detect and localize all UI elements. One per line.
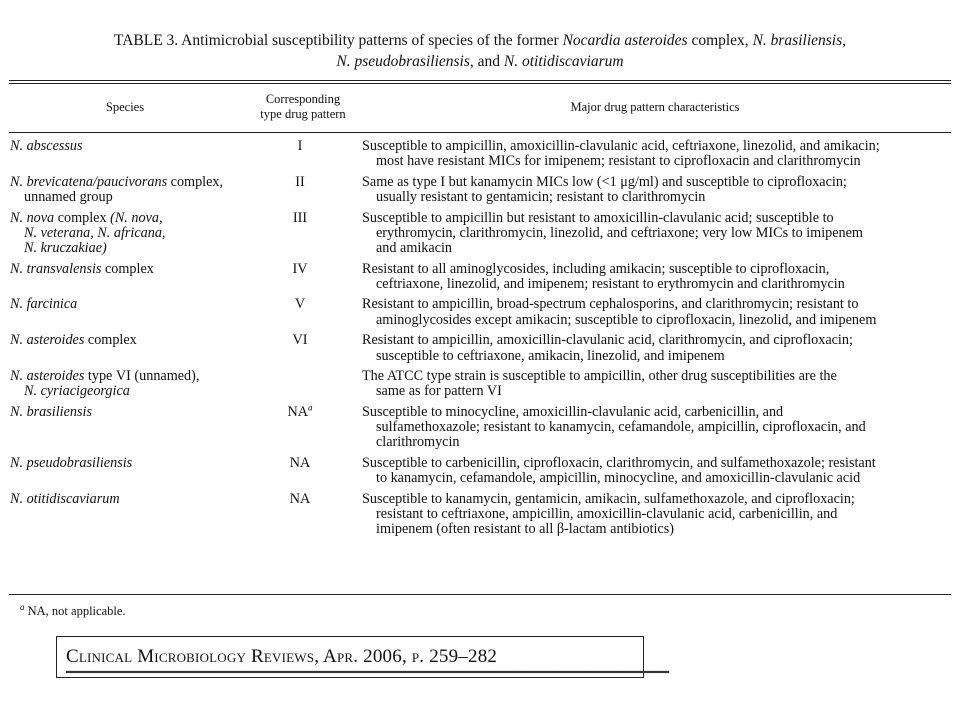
pattern-value: VI bbox=[292, 332, 308, 349]
species-name: N. brevicatena/paucivorans complex, bbox=[10, 173, 224, 190]
species-cell bbox=[10, 456, 270, 471]
header-rule bbox=[9, 132, 951, 133]
characteristics-line: to kanamycin, cefamandole, ampicillin, minocycline, and amoxicillin-clavulanic acid bbox=[376, 470, 861, 487]
species-cell bbox=[10, 211, 270, 257]
species-cell bbox=[10, 369, 270, 400]
header-major: Major drug pattern characteristics bbox=[570, 100, 740, 114]
pattern-cell bbox=[270, 211, 330, 226]
table-row bbox=[0, 297, 960, 333]
characteristics-cell bbox=[362, 297, 952, 328]
title-text: TABLE 3. Antimicrobial susceptibility patterns of species of the former bbox=[113, 32, 563, 49]
table-row bbox=[0, 369, 960, 405]
footnote-marker: a bbox=[20, 601, 25, 612]
title-genus: Nocardia asteroides bbox=[562, 32, 688, 49]
species-cell bbox=[10, 262, 270, 277]
pattern-value: V bbox=[294, 296, 306, 313]
characteristics-line: imipenem (often resistant to all β-lactam antibiotics) bbox=[376, 521, 674, 538]
characteristics-line: erythromycin, clarithromycin, linezolid, and ceftriaxone; very low MICs to imipenem bbox=[376, 224, 863, 241]
table-row bbox=[0, 402, 960, 456]
species-name: N. transvalensis complex bbox=[10, 260, 154, 277]
species-cell bbox=[10, 297, 270, 312]
table-row bbox=[0, 211, 960, 262]
header-species: Species bbox=[105, 100, 145, 114]
species-name: N. asteroides type VI (unnamed), bbox=[10, 368, 200, 385]
citation bbox=[66, 646, 497, 668]
citation-journal: Clinical Microbiology Reviews bbox=[66, 646, 315, 667]
top-rule-second bbox=[9, 83, 951, 84]
species-cell bbox=[10, 175, 270, 206]
pattern-cell bbox=[270, 333, 330, 348]
pattern-footnote-marker: a bbox=[308, 402, 313, 413]
characteristics-cell bbox=[362, 175, 952, 206]
species-name: N. asteroides complex bbox=[10, 332, 137, 349]
pattern-value: NA bbox=[287, 403, 308, 420]
species-name: N. otitidiscaviarum bbox=[10, 490, 120, 507]
table-title bbox=[10, 30, 950, 72]
footnote-text: NA, not applicable. bbox=[24, 604, 126, 618]
characteristics-line: resistant to ceftriaxone, ampicillin, amoxicillin-clavulanic acid, carbenicillin, and bbox=[376, 506, 838, 523]
characteristics-cell bbox=[362, 262, 952, 293]
top-rule bbox=[9, 80, 951, 81]
species-cell bbox=[10, 405, 270, 420]
table-title-line-1 bbox=[10, 30, 950, 51]
bottom-rule bbox=[9, 594, 951, 595]
characteristics-line: aminoglycosides except amikacin; susceptible to ciprofloxacin, linezolid, and imipenem bbox=[376, 311, 877, 328]
table-row bbox=[0, 262, 960, 298]
characteristics-cell bbox=[362, 369, 952, 400]
characteristics-line: susceptible to ceftriaxone, amikacin, linezolid, and imipenem bbox=[376, 347, 725, 364]
species-name: N. nova complex (N. nova, bbox=[10, 209, 163, 226]
characteristics-line: and amikacin bbox=[376, 240, 453, 257]
title-text-3: , and bbox=[469, 53, 504, 70]
pattern-value: I bbox=[297, 138, 303, 154]
pattern-value: III bbox=[292, 209, 308, 226]
characteristics-line: usually resistant to gentamicin; resistant to clarithromycin bbox=[376, 189, 706, 206]
species-name: N. farcinica bbox=[10, 296, 78, 313]
characteristics-cell bbox=[362, 405, 952, 451]
pattern-value: IV bbox=[292, 260, 308, 277]
cropped-text-line: ▔▔▔▔▔▔▔▔▔▔▔▔▔▔▔▔▔▔▔▔▔▔▔▔▔▔▔▔▔▔▔▔▔▔▔▔▔▔▔▔▔▔▔▔▔▔▔▔▔▔▔▔▔▔▔▔ bbox=[66, 673, 669, 688]
species-cell bbox=[10, 333, 270, 348]
characteristics-cell bbox=[362, 456, 952, 487]
table-row bbox=[0, 456, 960, 492]
pattern-cell bbox=[270, 402, 330, 420]
pattern-cell bbox=[270, 492, 330, 507]
table-row bbox=[0, 175, 960, 211]
pattern-value: II bbox=[295, 173, 305, 190]
table-title-line-2 bbox=[10, 51, 950, 72]
characteristics-cell bbox=[362, 492, 952, 538]
header-pattern-line-2: type drug pattern bbox=[260, 107, 346, 121]
table-row bbox=[0, 139, 960, 175]
citation-box bbox=[56, 636, 669, 688]
table-body bbox=[0, 139, 960, 543]
species-name: N. kruczakiae) bbox=[24, 240, 107, 257]
species-name: N. abscessus bbox=[10, 138, 83, 154]
pattern-cell bbox=[270, 175, 330, 190]
characteristics-line: Same as type I but kanamycin MICs low (<1 μg/ml) and susceptible to ciprofloxacin; bbox=[362, 173, 847, 190]
table-row bbox=[0, 492, 960, 543]
citation-details: , Apr. 2006, p. 259–282 bbox=[314, 646, 498, 667]
characteristics-cell bbox=[362, 211, 952, 257]
characteristics-line: Susceptible to kanamycin, gentamicin, amikacin, sulfamethoxazole, and ciprofloxacin; bbox=[362, 490, 855, 507]
characteristics-line: most have resistant MICs for imipenem; resistant to ciprofloxacin and clarithromycin bbox=[376, 153, 861, 170]
characteristics-line: ceftriaxone, linezolid, and imipenem; resistant to erythromycin and clarithromycin bbox=[376, 275, 845, 292]
header-pattern-line-1: Corresponding bbox=[265, 92, 341, 106]
characteristics-line: Susceptible to carbenicillin, ciprofloxacin, clarithromycin, and sulfamethoxazole; resistant bbox=[362, 454, 876, 471]
characteristics-line: Susceptible to ampicillin but resistant to amoxicillin-clavulanic acid; susceptible to bbox=[362, 209, 834, 226]
characteristics-cell bbox=[362, 139, 952, 170]
table-row bbox=[0, 333, 960, 369]
species-name: unnamed group bbox=[24, 189, 113, 206]
pattern-cell bbox=[270, 456, 330, 471]
title-text-2: complex, bbox=[687, 32, 753, 49]
characteristics-line: The ATCC type strain is susceptible to ampicillin, other drug susceptibilities are the bbox=[362, 368, 837, 385]
title-species-2: N. pseudobrasiliensis bbox=[336, 53, 470, 70]
pattern-value: NA bbox=[289, 454, 311, 471]
characteristics-line: Resistant to ampicillin, broad-spectrum cephalosporins, and clarithromycin; resistant to bbox=[362, 296, 859, 313]
pattern-value: NA bbox=[289, 490, 311, 507]
characteristics-line: sulfamethoxazole; resistant to kanamycin, cefamandole, ampicillin, ciprofloxacin, and bbox=[376, 419, 866, 436]
characteristics-line: Resistant to ampicillin, amoxicillin-clavulanic acid, clarithromycin, and ciprofloxacin; bbox=[362, 332, 853, 349]
species-name: N. brasiliensis bbox=[10, 403, 92, 420]
species-name: N. cyriacigeorgica bbox=[24, 383, 130, 400]
pattern-cell bbox=[270, 297, 330, 312]
footnote bbox=[20, 601, 126, 619]
pattern-cell bbox=[270, 262, 330, 277]
species-cell bbox=[10, 139, 270, 154]
pattern-cell bbox=[270, 139, 330, 154]
title-species-3: N. otitidiscaviarum bbox=[503, 53, 624, 70]
characteristics-line: same as for pattern VI bbox=[376, 383, 502, 400]
species-name: N. veterana, N. africana, bbox=[24, 224, 166, 241]
characteristics-line: Susceptible to minocycline, amoxicillin-clavulanic acid, carbenicillin, and bbox=[362, 403, 784, 420]
characteristics-line: Resistant to all aminoglycosides, including amikacin; susceptible to ciprofloxacin, bbox=[362, 260, 830, 277]
characteristics-line: Susceptible to ampicillin, amoxicillin-clavulanic acid, ceftriaxone, linezolid, and amikacin; bbox=[362, 138, 880, 154]
characteristics-cell bbox=[362, 333, 952, 364]
header-pattern bbox=[236, 92, 370, 122]
species-cell bbox=[10, 492, 270, 507]
title-species-1: N. brasiliensis, bbox=[752, 32, 847, 49]
characteristics-line: clarithromycin bbox=[376, 434, 460, 451]
species-name: N. pseudobrasiliensis bbox=[10, 454, 133, 471]
